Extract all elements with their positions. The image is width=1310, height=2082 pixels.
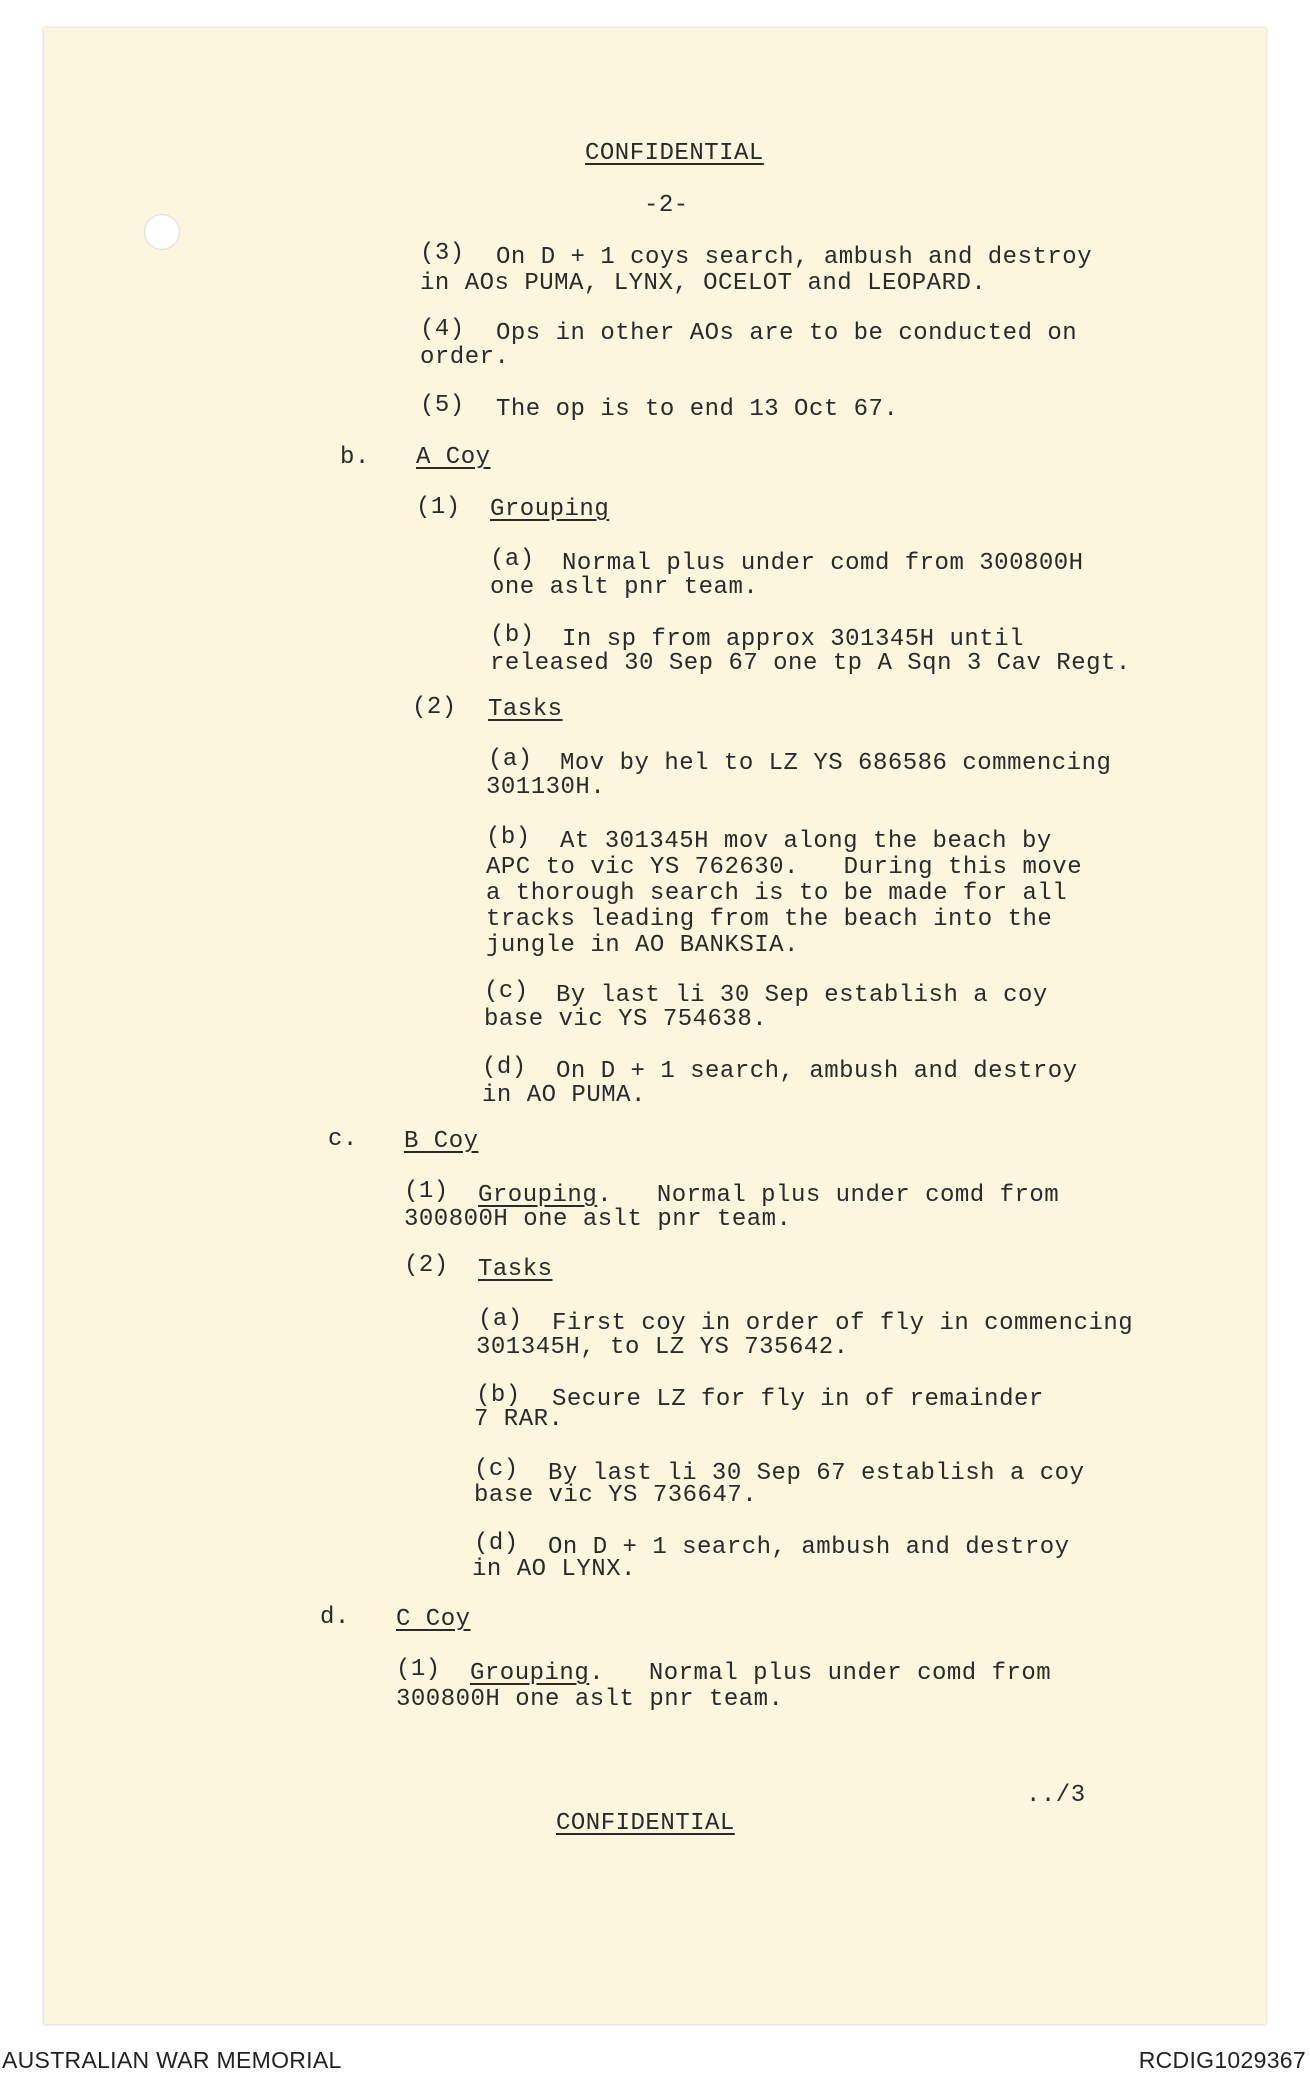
text-line: 301345H, to LZ YS 735642. [476,1334,849,1361]
text-line: base vic YS 736647. [474,1482,758,1509]
item-number: (1) [404,1178,449,1205]
continuation-marker: ../3 [1026,1782,1086,1809]
text-fragment: . Normal plus under comd from [597,1182,1060,1209]
para-letter: b. [340,444,370,471]
punch-hole [144,214,180,250]
item-number: (a) [478,1306,523,1333]
item-number: (1) [416,494,461,521]
text-line [478,1184,1059,1208]
item-number: (a) [488,746,533,773]
item-number: (c) [474,1456,519,1483]
text-line: First coy in order of fly in commencing [552,1310,1134,1337]
text-line: 7 RAR. [474,1406,564,1433]
para-letter: c. [328,1126,358,1153]
text-line: On D + 1 search, ambush and destroy [556,1058,1078,1085]
text-line: 300800H one aslt pnr team. [404,1206,792,1233]
item-number: (b) [486,824,531,851]
archive-id: RCDIG1029367 [1138,2047,1306,2073]
item-number: (b) [476,1382,521,1409]
text-line: At 301345H mov along the beach by [560,828,1052,855]
page-number: -2- [644,192,689,219]
text-line: 300800H one aslt pnr team. [396,1686,784,1713]
text-fragment: . Normal plus under comd from [589,1660,1052,1687]
item-number: (d) [482,1054,527,1081]
text-line: By last li 30 Sep establish a coy [556,982,1048,1009]
item-number: (4) [420,316,465,343]
text-line: in AO PUMA. [482,1082,646,1109]
item-number: (b) [490,622,535,649]
para-letter: d. [320,1604,350,1631]
text-line: a thorough search is to be made for all [486,880,1068,907]
text-line: The op is to end 13 Oct 67. [496,396,899,423]
text-line: Mov by hel to LZ YS 686586 commencing [560,750,1112,777]
inline-heading: Grouping [478,1182,598,1209]
archive-name: AUSTRALIAN WAR MEMORIAL [2,2047,342,2073]
item-number: (c) [484,978,529,1005]
text-line: On D + 1 search, ambush and destroy [548,1534,1070,1561]
classification-header: CONFIDENTIAL [585,140,764,167]
section-heading: B Coy [404,1128,479,1155]
text-line: order. [420,344,510,371]
text-line: Secure LZ for fly in of remainder [552,1386,1044,1413]
subsection-heading: Tasks [478,1256,553,1283]
text-line [470,1662,1051,1686]
text-line: one aslt pnr team. [490,574,759,601]
text-line: 301130H. [486,774,606,801]
item-number: (1) [396,1656,441,1683]
item-number: (a) [490,546,535,573]
item-number: (2) [412,694,457,721]
item-number: (3) [420,240,465,267]
text-line: In sp from approx 301345H until [562,626,1024,653]
section-heading: A Coy [416,444,491,471]
text-line: On D + 1 coys search, ambush and destroy [496,244,1093,271]
text-line: Ops in other AOs are to be conducted on [496,320,1078,347]
subsection-heading: Grouping [490,496,610,523]
item-number: (2) [404,1252,449,1279]
section-heading: C Coy [396,1606,471,1633]
text-line: APC to vic YS 762630. During this move [486,854,1083,881]
classification-footer: CONFIDENTIAL [556,1810,735,1837]
item-number: (d) [474,1530,519,1557]
text-line: in AO LYNX. [472,1556,636,1583]
inline-heading: Grouping [470,1660,590,1687]
item-number: (5) [420,392,465,419]
text-line: released 30 Sep 67 one tp A Sqn 3 Cav Regt. [490,650,1131,677]
text-line: tracks leading from the beach into the [486,906,1053,933]
text-line: jungle in AO BANKSIA. [486,932,799,959]
text-line: in AOs PUMA, LYNX, OCELOT and LEOPARD. [420,270,987,297]
text-line: Normal plus under comd from 300800H [562,550,1084,577]
text-line: base vic YS 754638. [484,1006,768,1033]
text-line: By last li 30 Sep 67 establish a coy [548,1460,1085,1487]
subsection-heading: Tasks [488,696,563,723]
